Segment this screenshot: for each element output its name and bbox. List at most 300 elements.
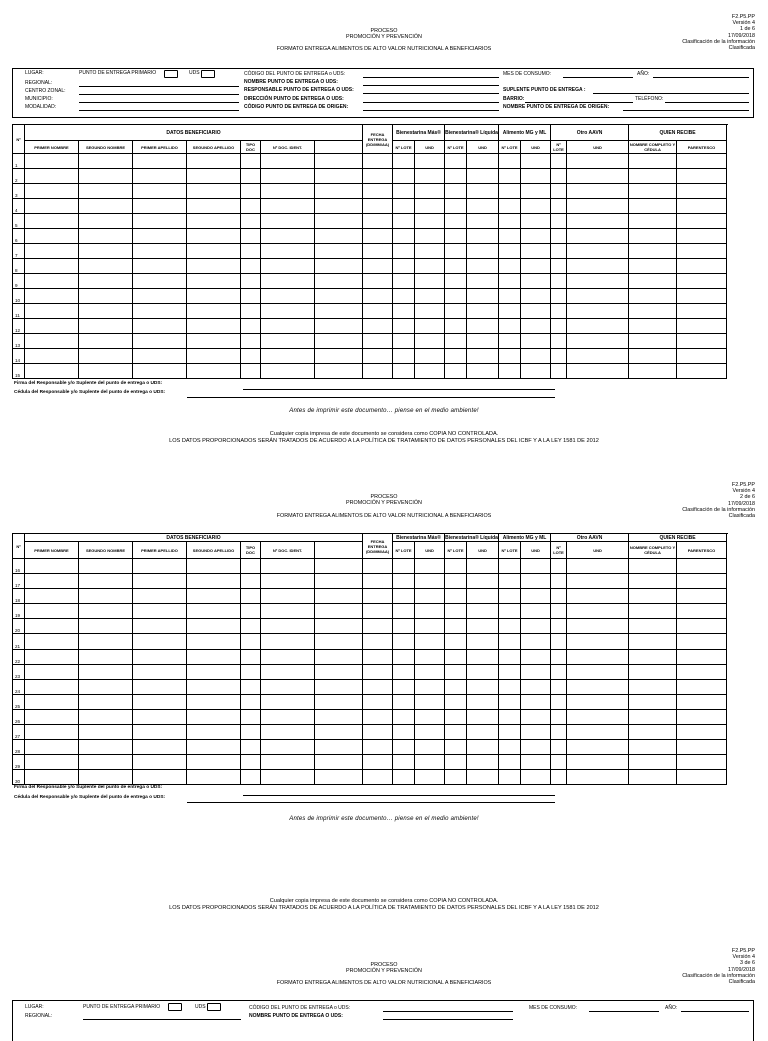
table-cell[interactable] [187, 334, 241, 349]
table-cell[interactable] [261, 770, 315, 785]
table-cell[interactable] [261, 364, 315, 379]
table-cell[interactable] [415, 589, 445, 604]
table-cell[interactable] [363, 725, 393, 740]
table-cell[interactable] [629, 619, 677, 634]
table-cell[interactable] [187, 244, 241, 259]
table-cell[interactable] [241, 364, 261, 379]
table-cell[interactable] [315, 244, 363, 259]
table-cell[interactable] [629, 589, 677, 604]
table-cell[interactable] [315, 619, 363, 634]
table-cell[interactable] [521, 664, 551, 679]
table-cell[interactable] [415, 169, 445, 184]
table-cell[interactable] [25, 619, 79, 634]
table-cell[interactable] [467, 589, 499, 604]
table-cell[interactable] [133, 679, 187, 694]
table-cell[interactable] [445, 319, 467, 334]
table-cell[interactable] [315, 574, 363, 589]
table-cell[interactable] [677, 364, 727, 379]
table-cell[interactable] [551, 319, 567, 334]
table-cell[interactable] [315, 364, 363, 379]
table-cell[interactable] [567, 304, 629, 319]
table-cell[interactable] [315, 319, 363, 334]
table-cell[interactable] [187, 755, 241, 770]
table-cell[interactable] [677, 559, 727, 574]
table-cell[interactable] [499, 214, 521, 229]
table-cell[interactable] [567, 184, 629, 199]
table-cell[interactable] [363, 679, 393, 694]
table-cell[interactable] [499, 679, 521, 694]
table-cell[interactable] [467, 199, 499, 214]
table-cell[interactable] [241, 289, 261, 304]
table-cell[interactable] [445, 169, 467, 184]
table-cell[interactable] [315, 274, 363, 289]
table-cell[interactable] [567, 154, 629, 169]
table-cell[interactable] [79, 589, 133, 604]
table-cell[interactable] [25, 229, 79, 244]
table-cell[interactable] [415, 259, 445, 274]
table-cell[interactable] [521, 755, 551, 770]
table-cell[interactable] [261, 619, 315, 634]
mes-field[interactable] [563, 77, 633, 78]
table-cell[interactable] [467, 634, 499, 649]
table-cell[interactable] [629, 725, 677, 740]
table-cell[interactable] [445, 740, 467, 755]
table-cell[interactable] [445, 604, 467, 619]
table-cell[interactable] [467, 154, 499, 169]
table-cell[interactable] [629, 770, 677, 785]
table-cell[interactable] [261, 725, 315, 740]
table-cell[interactable] [521, 589, 551, 604]
table-cell[interactable] [445, 199, 467, 214]
table-cell[interactable] [499, 169, 521, 184]
table-cell[interactable] [187, 664, 241, 679]
table-cell[interactable] [241, 649, 261, 664]
table-cell[interactable] [133, 649, 187, 664]
table-cell[interactable] [521, 649, 551, 664]
table-cell[interactable] [79, 289, 133, 304]
table-cell[interactable] [521, 154, 551, 169]
table-cell[interactable] [567, 740, 629, 755]
table-cell[interactable] [25, 725, 79, 740]
table-cell[interactable] [677, 755, 727, 770]
table-cell[interactable] [241, 694, 261, 709]
mes-field[interactable] [589, 1011, 659, 1012]
anio-field[interactable] [653, 77, 749, 78]
table-cell[interactable] [393, 604, 415, 619]
table-cell[interactable] [677, 214, 727, 229]
table-cell[interactable] [79, 214, 133, 229]
table-cell[interactable] [629, 229, 677, 244]
table-cell[interactable] [187, 169, 241, 184]
table-cell[interactable] [551, 679, 567, 694]
table-cell[interactable] [551, 664, 567, 679]
table-cell[interactable] [133, 755, 187, 770]
table-cell[interactable] [315, 229, 363, 244]
table-cell[interactable] [521, 169, 551, 184]
table-cell[interactable] [445, 154, 467, 169]
table-cell[interactable] [567, 755, 629, 770]
table-cell[interactable] [187, 259, 241, 274]
table-cell[interactable] [241, 664, 261, 679]
table-cell[interactable] [363, 664, 393, 679]
table-cell[interactable] [261, 199, 315, 214]
table-cell[interactable] [393, 634, 415, 649]
table-cell[interactable] [79, 619, 133, 634]
table-cell[interactable] [445, 304, 467, 319]
table-cell[interactable] [521, 740, 551, 755]
table-cell[interactable] [677, 199, 727, 214]
table-cell[interactable] [315, 755, 363, 770]
table-cell[interactable] [551, 649, 567, 664]
table-cell[interactable] [467, 679, 499, 694]
table-cell[interactable] [499, 184, 521, 199]
table-cell[interactable] [629, 755, 677, 770]
table-cell[interactable] [241, 214, 261, 229]
nombre-punto-field[interactable] [383, 1019, 513, 1020]
table-cell[interactable] [567, 199, 629, 214]
table-cell[interactable] [551, 634, 567, 649]
table-cell[interactable] [25, 574, 79, 589]
table-cell[interactable] [79, 755, 133, 770]
table-cell[interactable] [315, 169, 363, 184]
table-cell[interactable] [133, 709, 187, 724]
table-cell[interactable] [551, 304, 567, 319]
table-cell[interactable] [25, 319, 79, 334]
table-cell[interactable] [393, 184, 415, 199]
table-cell[interactable] [363, 319, 393, 334]
table-cell[interactable] [187, 319, 241, 334]
table-cell[interactable] [415, 274, 445, 289]
codigo-punto-field[interactable] [363, 77, 499, 78]
table-cell[interactable] [467, 574, 499, 589]
table-cell[interactable] [567, 289, 629, 304]
modalidad-field[interactable] [79, 110, 239, 111]
table-cell[interactable] [567, 364, 629, 379]
table-cell[interactable] [393, 364, 415, 379]
table-cell[interactable] [445, 229, 467, 244]
table-cell[interactable] [241, 725, 261, 740]
table-cell[interactable] [25, 709, 79, 724]
table-cell[interactable] [315, 664, 363, 679]
table-cell[interactable] [25, 694, 79, 709]
table-cell[interactable] [241, 259, 261, 274]
table-cell[interactable] [677, 574, 727, 589]
table-cell[interactable] [315, 184, 363, 199]
table-cell[interactable] [499, 349, 521, 364]
table-cell[interactable] [393, 694, 415, 709]
table-cell[interactable] [629, 199, 677, 214]
table-cell[interactable] [521, 184, 551, 199]
table-cell[interactable] [79, 199, 133, 214]
table-cell[interactable] [499, 664, 521, 679]
table-cell[interactable] [567, 664, 629, 679]
table-cell[interactable] [393, 679, 415, 694]
table-cell[interactable] [677, 664, 727, 679]
table-cell[interactable] [315, 289, 363, 304]
table-cell[interactable] [445, 755, 467, 770]
table-cell[interactable] [567, 604, 629, 619]
table-cell[interactable] [521, 559, 551, 574]
table-cell[interactable] [629, 304, 677, 319]
table-cell[interactable] [467, 709, 499, 724]
table-cell[interactable] [677, 694, 727, 709]
table-cell[interactable] [25, 289, 79, 304]
table-cell[interactable] [315, 634, 363, 649]
table-cell[interactable] [363, 229, 393, 244]
table-cell[interactable] [79, 694, 133, 709]
cedula-line[interactable] [187, 397, 555, 398]
table-cell[interactable] [499, 304, 521, 319]
table-cell[interactable] [415, 709, 445, 724]
table-cell[interactable] [467, 770, 499, 785]
table-cell[interactable] [79, 664, 133, 679]
direccion-field[interactable] [363, 102, 499, 103]
table-cell[interactable] [25, 259, 79, 274]
table-cell[interactable] [467, 259, 499, 274]
table-cell[interactable] [521, 619, 551, 634]
table-cell[interactable] [25, 274, 79, 289]
table-cell[interactable] [629, 604, 677, 619]
table-cell[interactable] [629, 364, 677, 379]
table-cell[interactable] [133, 184, 187, 199]
responsable-field[interactable] [363, 93, 499, 94]
table-cell[interactable] [415, 694, 445, 709]
table-cell[interactable] [677, 259, 727, 274]
table-cell[interactable] [79, 574, 133, 589]
table-cell[interactable] [677, 304, 727, 319]
table-cell[interactable] [393, 274, 415, 289]
nombre-punto-field[interactable] [363, 85, 499, 86]
table-cell[interactable] [363, 740, 393, 755]
table-cell[interactable] [261, 184, 315, 199]
table-cell[interactable] [499, 274, 521, 289]
table-cell[interactable] [445, 634, 467, 649]
table-cell[interactable] [445, 589, 467, 604]
table-cell[interactable] [677, 634, 727, 649]
table-cell[interactable] [133, 154, 187, 169]
table-cell[interactable] [393, 244, 415, 259]
table-cell[interactable] [567, 679, 629, 694]
table-cell[interactable] [133, 169, 187, 184]
table-cell[interactable] [521, 259, 551, 274]
table-cell[interactable] [241, 619, 261, 634]
table-cell[interactable] [363, 604, 393, 619]
table-cell[interactable] [241, 229, 261, 244]
table-cell[interactable] [363, 169, 393, 184]
table-cell[interactable] [445, 574, 467, 589]
table-cell[interactable] [551, 574, 567, 589]
table-cell[interactable] [315, 649, 363, 664]
table-cell[interactable] [187, 619, 241, 634]
uds-checkbox[interactable] [201, 70, 215, 78]
table-cell[interactable] [415, 364, 445, 379]
table-cell[interactable] [415, 604, 445, 619]
table-cell[interactable] [393, 664, 415, 679]
table-cell[interactable] [567, 709, 629, 724]
table-cell[interactable] [363, 184, 393, 199]
table-cell[interactable] [629, 154, 677, 169]
table-cell[interactable] [415, 154, 445, 169]
table-cell[interactable] [133, 589, 187, 604]
table-cell[interactable] [363, 364, 393, 379]
table-cell[interactable] [363, 304, 393, 319]
table-cell[interactable] [187, 229, 241, 244]
table-cell[interactable] [415, 664, 445, 679]
table-cell[interactable] [79, 274, 133, 289]
table-cell[interactable] [521, 319, 551, 334]
table-cell[interactable] [363, 559, 393, 574]
table-cell[interactable] [133, 289, 187, 304]
table-cell[interactable] [415, 755, 445, 770]
table-cell[interactable] [677, 349, 727, 364]
table-cell[interactable] [445, 184, 467, 199]
table-cell[interactable] [677, 770, 727, 785]
table-cell[interactable] [567, 169, 629, 184]
table-cell[interactable] [133, 334, 187, 349]
table-cell[interactable] [315, 259, 363, 274]
table-cell[interactable] [25, 649, 79, 664]
table-cell[interactable] [187, 709, 241, 724]
table-cell[interactable] [133, 199, 187, 214]
table-cell[interactable] [187, 154, 241, 169]
table-cell[interactable] [261, 154, 315, 169]
table-cell[interactable] [629, 649, 677, 664]
table-cell[interactable] [25, 604, 79, 619]
table-cell[interactable] [393, 649, 415, 664]
table-cell[interactable] [393, 589, 415, 604]
table-cell[interactable] [551, 349, 567, 364]
table-cell[interactable] [187, 770, 241, 785]
table-cell[interactable] [567, 725, 629, 740]
table-cell[interactable] [551, 214, 567, 229]
table-cell[interactable] [467, 619, 499, 634]
table-cell[interactable] [25, 304, 79, 319]
table-cell[interactable] [315, 559, 363, 574]
table-cell[interactable] [393, 229, 415, 244]
table-cell[interactable] [393, 770, 415, 785]
table-cell[interactable] [261, 349, 315, 364]
table-cell[interactable] [261, 334, 315, 349]
cedula-line[interactable] [187, 802, 555, 803]
table-cell[interactable] [551, 559, 567, 574]
table-cell[interactable] [551, 229, 567, 244]
table-cell[interactable] [25, 154, 79, 169]
table-cell[interactable] [261, 169, 315, 184]
table-cell[interactable] [467, 755, 499, 770]
table-cell[interactable] [187, 694, 241, 709]
barrio-field[interactable] [525, 102, 633, 103]
table-cell[interactable] [499, 364, 521, 379]
table-cell[interactable] [25, 634, 79, 649]
table-cell[interactable] [467, 349, 499, 364]
table-cell[interactable] [187, 304, 241, 319]
table-cell[interactable] [567, 259, 629, 274]
table-cell[interactable] [499, 319, 521, 334]
table-cell[interactable] [499, 725, 521, 740]
table-cell[interactable] [551, 619, 567, 634]
table-cell[interactable] [567, 770, 629, 785]
table-cell[interactable] [415, 199, 445, 214]
table-cell[interactable] [445, 274, 467, 289]
table-cell[interactable] [315, 770, 363, 785]
table-cell[interactable] [393, 709, 415, 724]
table-cell[interactable] [363, 619, 393, 634]
table-cell[interactable] [551, 709, 567, 724]
table-cell[interactable] [567, 274, 629, 289]
table-cell[interactable] [415, 559, 445, 574]
table-cell[interactable] [133, 604, 187, 619]
table-cell[interactable] [393, 559, 415, 574]
table-cell[interactable] [551, 755, 567, 770]
table-cell[interactable] [415, 740, 445, 755]
table-cell[interactable] [133, 214, 187, 229]
table-cell[interactable] [393, 334, 415, 349]
table-cell[interactable] [261, 289, 315, 304]
table-cell[interactable] [261, 229, 315, 244]
table-cell[interactable] [415, 244, 445, 259]
codigo-punto-field[interactable] [383, 1011, 513, 1012]
table-cell[interactable] [677, 229, 727, 244]
table-cell[interactable] [499, 740, 521, 755]
table-cell[interactable] [315, 199, 363, 214]
table-cell[interactable] [315, 304, 363, 319]
table-cell[interactable] [521, 725, 551, 740]
table-cell[interactable] [499, 559, 521, 574]
table-cell[interactable] [467, 694, 499, 709]
table-cell[interactable] [467, 184, 499, 199]
table-cell[interactable] [567, 649, 629, 664]
table-cell[interactable] [133, 364, 187, 379]
table-cell[interactable] [629, 259, 677, 274]
table-cell[interactable] [499, 770, 521, 785]
table-cell[interactable] [363, 709, 393, 724]
table-cell[interactable] [363, 694, 393, 709]
table-cell[interactable] [551, 740, 567, 755]
table-cell[interactable] [261, 589, 315, 604]
table-cell[interactable] [521, 244, 551, 259]
table-cell[interactable] [133, 229, 187, 244]
table-cell[interactable] [521, 694, 551, 709]
table-cell[interactable] [445, 709, 467, 724]
table-cell[interactable] [551, 604, 567, 619]
table-cell[interactable] [241, 169, 261, 184]
table-cell[interactable] [79, 770, 133, 785]
table-cell[interactable] [551, 199, 567, 214]
table-cell[interactable] [629, 214, 677, 229]
punto-primario-checkbox[interactable] [164, 70, 178, 78]
table-cell[interactable] [315, 154, 363, 169]
table-cell[interactable] [241, 634, 261, 649]
table-cell[interactable] [133, 244, 187, 259]
table-cell[interactable] [79, 154, 133, 169]
table-cell[interactable] [629, 709, 677, 724]
table-cell[interactable] [79, 364, 133, 379]
table-cell[interactable] [445, 619, 467, 634]
codigo-origen-field[interactable] [363, 110, 499, 111]
centro-zonal-field[interactable] [79, 94, 239, 95]
table-cell[interactable] [445, 334, 467, 349]
table-cell[interactable] [499, 649, 521, 664]
table-cell[interactable] [629, 274, 677, 289]
table-cell[interactable] [241, 589, 261, 604]
table-cell[interactable] [551, 289, 567, 304]
table-cell[interactable] [415, 649, 445, 664]
table-cell[interactable] [521, 604, 551, 619]
table-cell[interactable] [677, 244, 727, 259]
table-cell[interactable] [79, 229, 133, 244]
table-cell[interactable] [677, 289, 727, 304]
table-cell[interactable] [241, 349, 261, 364]
